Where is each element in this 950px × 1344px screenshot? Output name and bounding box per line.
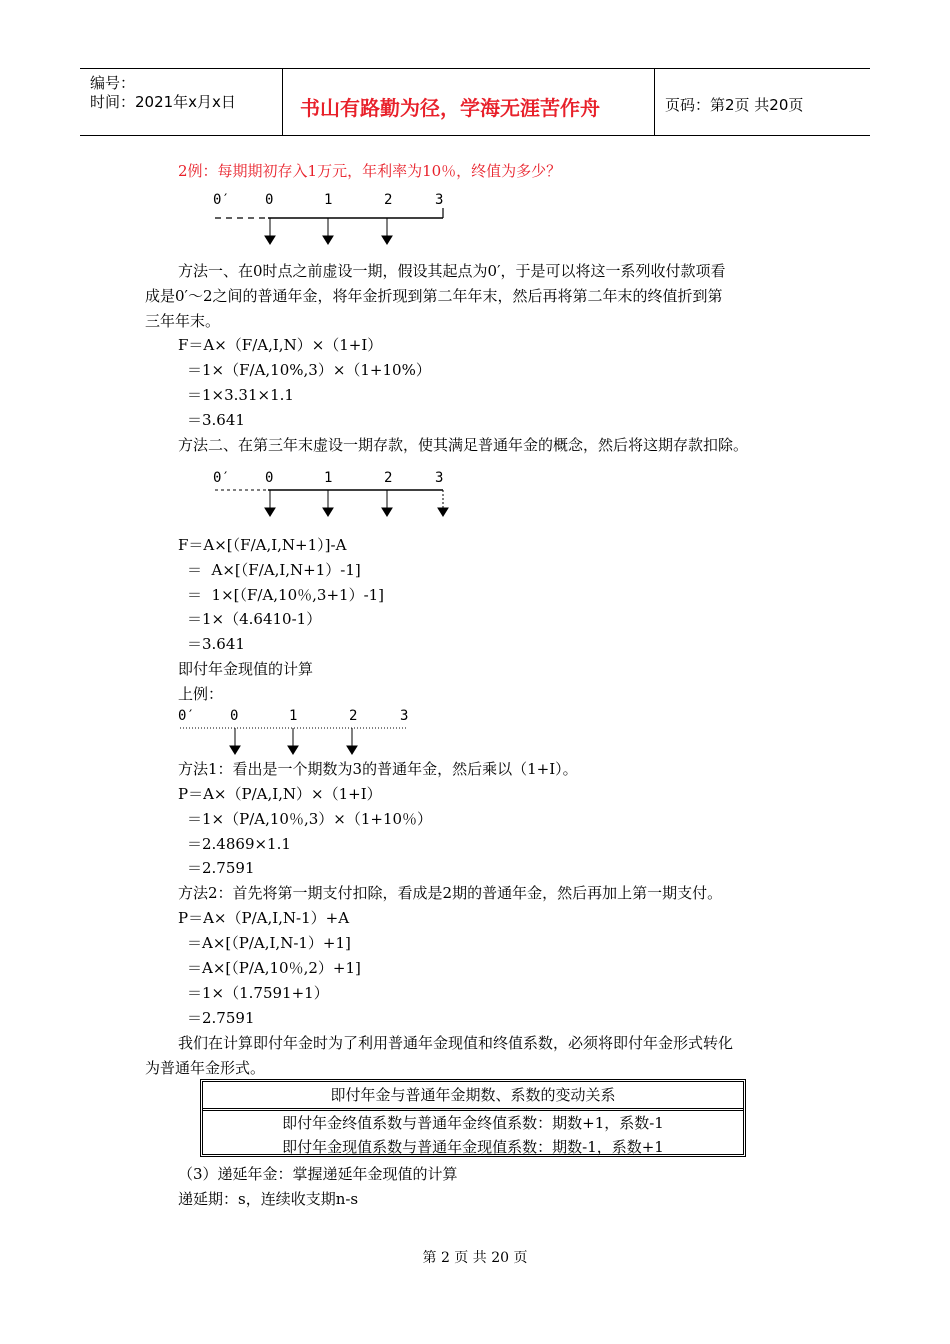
- header-motto: 书山有路勤为径，学海无涯苦作舟: [300, 96, 600, 120]
- virtual-payment-arrow: [438, 490, 448, 516]
- deferred-heading: （3）递延年金：掌握递延年金现值的计算: [178, 1165, 458, 1183]
- formula-line: ＝ A×[（F/A,I,N+1）-1]: [187, 561, 361, 579]
- pv-heading: 即付年金现值的计算: [178, 660, 314, 678]
- formula-line: ＝1×（4.6410-1）: [187, 610, 322, 628]
- formula-line: ＝1×（F/A,10%,3）×（1+10%）: [187, 361, 431, 379]
- timeline-label-0: 0: [265, 192, 274, 208]
- pv-method2-intro: 方法2：首先将第一期支付扣除，看成是2期的普通年金，然后再加上第一期支付。: [178, 884, 723, 902]
- page-footer: 第 2 页 共 20 页: [422, 1250, 528, 1266]
- method1-intro-line3: 三年年末。: [145, 312, 221, 330]
- timeline-label-0: 0: [230, 708, 239, 724]
- table-row: 即付年金终值系数与普通年金终值系数：期数+1，系数-1: [282, 1114, 664, 1132]
- method1-intro-line1: 方法一、在0时点之前虚设一期，假设其起点为0′，于是可以将这一系列收付款项看: [178, 262, 726, 280]
- formula-line: ＝3.641: [187, 411, 245, 429]
- method2-intro: 方法二、在第三年末虚设一期存款，使其满足普通年金的概念，然后将这期存款扣除。: [178, 436, 749, 454]
- timeline-label-0: 0: [265, 470, 274, 486]
- timeline-label-2: 2: [384, 470, 393, 486]
- formula-line: ＝2.7591: [187, 859, 255, 877]
- formula-line: ＝1×（P/A,10％,3）×（1+10％）: [187, 810, 433, 828]
- method1-intro-line2: 成是0′～2之间的普通年金，将年金折现到第二年年末，然后再将第二年末的终值折到第: [145, 287, 723, 305]
- formula-line: ＝3.641: [187, 635, 245, 653]
- formula-line: P＝A×（P/A,I,N）×（1+I）: [178, 785, 382, 803]
- timeline-label-0prime: 0′: [178, 708, 195, 724]
- timeline-2: [205, 466, 455, 524]
- header-divider-left: [282, 68, 283, 136]
- timeline-label-3: 3: [400, 708, 409, 724]
- payment-arrow: [323, 490, 333, 516]
- header-bottom-rule: [80, 135, 870, 136]
- deferred-period: 递延期：s，连续收支期n-s: [178, 1190, 359, 1208]
- formula-line: ＝1×（1.7591+1）: [187, 984, 329, 1002]
- table-header: 即付年金与普通年金期数、系数的变动关系: [330, 1086, 616, 1104]
- pv-method1-intro: 方法1：看出是一个期数为3的普通年金，然后乘以（1+I）。: [178, 760, 578, 778]
- example-title: 2例：每期期初存入1万元，年利率为10％，终值为多少？: [178, 162, 562, 180]
- header-time-label: 时间：2021年x月x日: [90, 93, 236, 111]
- formula-line: ＝A×[（P/A,10％,2）+1]: [187, 959, 361, 977]
- formula-line: ＝2.7591: [187, 1009, 255, 1027]
- payment-arrow: [382, 490, 392, 516]
- header-number-label: 编号：: [90, 74, 136, 92]
- formula-line: ＝2.4869×1.1: [187, 835, 291, 853]
- summary-line1: 我们在计算即付年金时为了利用普通年金现值和终值系数，必须将即付年金形式转化: [178, 1034, 734, 1052]
- payment-arrow: [323, 218, 333, 244]
- payment-arrow: [288, 728, 298, 754]
- formula-line: F＝A×[（F/A,I,N+1）]-A: [178, 536, 347, 554]
- header-top-rule: [80, 68, 870, 69]
- payment-arrow: [347, 728, 357, 754]
- coefficient-table: [200, 1079, 746, 1157]
- formula-line: F＝A×（F/A,I,N）×（1+I）: [178, 336, 383, 354]
- timeline-label-2: 2: [349, 708, 358, 724]
- header-page-label: 页码：第2页 共20页: [665, 96, 804, 114]
- formula-line: ＝1×3.31×1.1: [187, 386, 294, 404]
- formula-line: P＝A×（P/A,I,N-1）+A: [178, 909, 350, 927]
- timeline-3: [170, 704, 420, 760]
- header-divider-right: [654, 68, 655, 136]
- timeline-label-0prime: 0′: [213, 470, 230, 486]
- payment-arrow: [230, 728, 240, 754]
- timeline-label-1: 1: [289, 708, 298, 724]
- payment-arrow: [265, 490, 275, 516]
- table-row: 即付年金现值系数与普通年金现值系数：期数-1，系数+1: [282, 1138, 664, 1156]
- payment-arrow: [382, 218, 392, 244]
- timeline-label-1: 1: [324, 470, 333, 486]
- timeline-label-1: 1: [324, 192, 333, 208]
- timeline-label-0prime: 0′: [213, 192, 230, 208]
- summary-line2: 为普通年金形式。: [145, 1059, 266, 1077]
- timeline-label-2: 2: [384, 192, 393, 208]
- formula-line: ＝A×[（P/A,I,N-1）+1]: [187, 934, 351, 952]
- payment-arrow: [265, 218, 275, 244]
- formula-line: ＝ 1×[（F/A,10％,3+1）-1]: [187, 586, 385, 604]
- timeline-label-3: 3: [435, 470, 444, 486]
- timeline-label-3: 3: [435, 192, 444, 208]
- timeline-1: [205, 188, 455, 248]
- table-header-rule: [203, 1108, 743, 1111]
- pv-example: 上例：: [178, 685, 224, 703]
